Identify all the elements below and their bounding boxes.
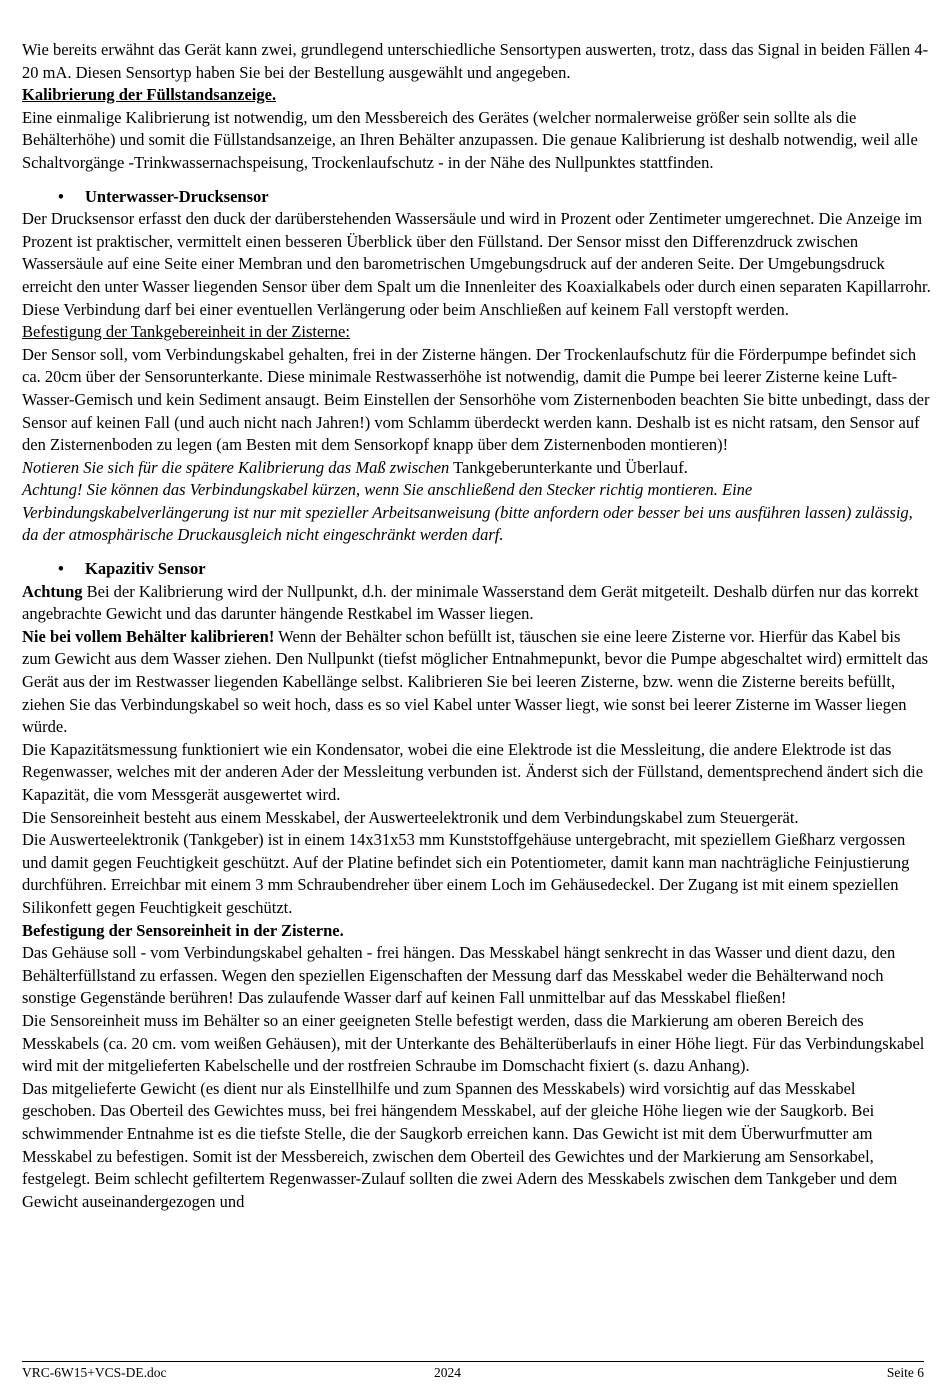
calibration-paragraph: Eine einmalige Kalibrierung ist notwendig, um den Messbereich des Gerätes (welcher normalerweise größer sein sollte als die Behälterhöhe) und somit die Füllstandsanzeige, an Ihren Behälter anzupassen. Die genaue Kalibrierung ist deshalb notwendig, weil alle Schaltvorgänge -Trinkwassernachspeisung, Trockenlaufschutz - in der Nähe des Nullpunktes stattfinden. [22,107,918,172]
capacitive-paragraph-5: Die Auswerteelektronik (Tankgeber) ist in einem 14x31x53 mm Kunststoffgehäuse untergebracht, mit speziellem Gießharz vergossen und damit gegen Feuchtigkeit geschützt. Auf der Platine befindet sich ein Potentiometer, damit kann man nachträgliche Feinjustierung durchführen. Erreichbar mit einem 3 mm Schraubendreher über einem Loch im Gehäusedeckel. Der Zugang ist mit einem speziellen Silikonfett gegen Feuchtigkeit geschützt. [22,830,910,917]
pressure-sensor-paragraph: Der Drucksensor erfasst den duck der darüberstehenden Wassersäule und wird in Prozent oder Zentimeter umgerechnet. Die Anzeige im Prozent ist praktischer, vermittelt einen besseren Überblick über den Füllstand. Der Sensor misst den Differenzdruck zwischen Wassersäule auf eine Seite einer Membran und den barometrischen Umgebungsdruck auf der anderen Seite. Der Umgebungsdruck erreicht den unter Wasser liegenden Sensor über dem Spalt um die Innenleiter des Koaxialkabels oder durch einen separaten Kapillarrohr. Diese Verbindung darf bei einer eventuellen Verlängerung oder beim Anschließen auf keinem Fall verstopft werden. [22,209,931,319]
intro-paragraph: Wie bereits erwähnt das Gerät kann zwei, grundlegend unterschiedliche Sensortypen auswerten, trotz, dass das Signal in beiden Fällen 4-20 mA. Diesen Sensortyp haben Sie bei der Bestellung ausgewählt und angegeben. [22,40,929,82]
capacitive-paragraph-8: Das mitgelieferte Gewicht (es dient nur als Einstellhilfe und zum Spannen des Messkabels) wird vorsichtig auf das Messkabel geschoben. Das Oberteil des Gewichtes muss, bei frei hängendem Messkabel, auf der gleiche Höhe liegen wie der Saugkorb. Bei schwimmender Entnahme ist es die tiefste Stelle, die der Saugkorb erreichen kann. Das Gewicht ist mit dem Überwurfmutter am Messkabel zu befestigen. Somit ist der Messbereich, zwischen dem Oberteil des Gewichtes und der Markierung am Sensorkabel, festgelegt. Beim schlecht gefiltertem Regenwasser-Zulauf sollten die zwei Adern des Messkabels zwischen dem Tankgeber und dem Gewicht auseinandergezogen und [22,1078,898,1211]
capacitive-paragraph-2 [22,626,932,739]
page-footer [22,1361,924,1381]
capacitive-paragraph-1 [22,581,932,626]
note-paragraph [22,457,932,480]
never-calibrate-label: Nie bei vollem Behälter kalibrieren! [22,626,275,646]
document-body [22,39,932,1213]
note-plain-text: Tankgeberunterkante und Überlauf. [449,457,688,477]
warning-paragraph: Achtung! Sie können das Verbindungskabel kürzen, wenn Sie anschließend den Stecker richtig montieren. Eine Verbindungskabelverlängerung ist nur mit spezieller Arbeitsanweisung (bitte anfordern oder besser bei uns ausführen lassen) zulässig, da der atmosphärische Druckausgleich nicht eingeschränkt werden darf. [22,480,913,545]
never-calibrate-text: Wenn der Behälter schon befüllt ist, täuschen sie eine leere Zisterne vor. Hierfür das Kabel bis zum Gewicht aus dem Wasser ziehen. Den Nullpunkt (tiefst möglicher Entnahmepunkt, bevor die Pumpe abgeschaltet wird) ermittelt das Gerät aus der im Restwasser liegenden Kabellänge selbst. Kalibrieren Sie bei leeren Zisterne, bzw. wenn die Zisterne bereits befüllt, ziehen Sie das Verbindungskabel so weit hoch, dass es so viel Kabel unter Wasser liegt, wie sonst bei leerer Zisterne im Wasser liegen würde. [22,626,929,737]
bullet-icon: • [58,186,64,206]
note-italic-text: Notieren Sie sich für die spätere Kalibrierung das Maß zwischen [22,457,450,477]
calibration-heading: Kalibrierung der Füllstandsanzeige. [22,85,277,105]
footer-page-number: Seite 6 [886,1365,924,1380]
pressure-mount-paragraph: Der Sensor soll, vom Verbindungskabel gehalten, frei in der Zisterne hängen. Der Trockenlaufschutz für die Förderpumpe befindet sich ca. 20cm über der Sensorunterkante. Diese minimale Restwasserhöhe ist notwendig, damit die Pumpe bei leerer Zisterne keine Luft-Wasser-Gemisch und kein Sediment ansaugt. Beim Einstellen der Sensorhöhe vom Zisternenboden beachten Sie bitte unbedingt, dass der Sensor auf keinen Fall (und auch nicht nach Jahren!) vom Schlamm überdeckt werden kann. Deshalb ist es nicht ratsam, den Sensor auf den Zisternenboden zu legen (am Besten mit dem Sensorkopf knapp über dem Zisternenboden montieren)! [22,344,930,455]
capacitive-paragraph-3: Die Kapazitätsmessung funktioniert wie ein Kondensator, wobei die eine Elektrode ist die Messleitung, die andere Elektrode ist das Regenwasser, welches mit der anderen Ader der Messleitung verbunden ist. Änderst sich der Füllstand, dementsprechend ändert sich die Kapazität, die vom Messgerät ausgewertet wird. [22,739,924,804]
section-capacitive-sensor-heading [22,558,932,581]
attention-text: Bei der Kalibrierung wird der Nullpunkt, d.h. der minimale Wasserstand dem Gerät mitgeteilt. Deshalb dürfen nur das korrekt angebrachte Gewicht und das darunter hängende Restkabel im Wasser liegen. [22,581,919,624]
capacitive-paragraph-7: Die Sensoreinheit muss im Behälter so an einer geeigneten Stelle befestigt werden, dass die Markierung am oberen Bereich des Messkabels (ca. 20 cm. vom weißen Gehäusen), mit der Unterkante des Behälterüberlaufs in einer Höhe liegt. Für das Verbindungskabel wird mit der mitgelieferten Kabelschelle und der rostfreien Schraube im Domschacht fixiert (s. dazu Anhang). [22,1010,925,1076]
capacitive-mount-heading: Befestigung der Sensoreinheit in der Zisterne. [22,920,344,940]
attention-label: Achtung [22,581,83,601]
section-pressure-sensor-heading [22,186,932,209]
capacitive-paragraph-4: Die Sensoreinheit besteht aus einem Messkabel, der Auswerteelektronik und dem Verbindungskabel zum Steuergerät. [22,807,799,827]
bullet-icon: • [58,559,64,579]
footer-year: 2024 [434,1365,461,1380]
footer-filename: VRC-6W15+VCS-DE.doc [22,1365,167,1380]
section-title: Unterwasser-Drucksensor [85,186,269,206]
pressure-mount-heading: Befestigung der Tankgebereinheit in der Zisterne: [22,322,350,342]
section-title: Kapazitiv Sensor [85,559,206,579]
capacitive-paragraph-6: Das Gehäuse soll - vom Verbindungskabel gehalten - frei hängen. Das Messkabel hängt senkrecht in das Wasser und dient dazu, den Behälterfüllstand zu erfassen. Wegen den speziellen Eigenschaften der Messung darf das Messkabel weder die Behälterwand noch sonstige Gegenstände berühren! Das zulaufende Wasser darf auf keinen Fall unmittelbar auf das Messkabel fließen! [22,943,896,1008]
